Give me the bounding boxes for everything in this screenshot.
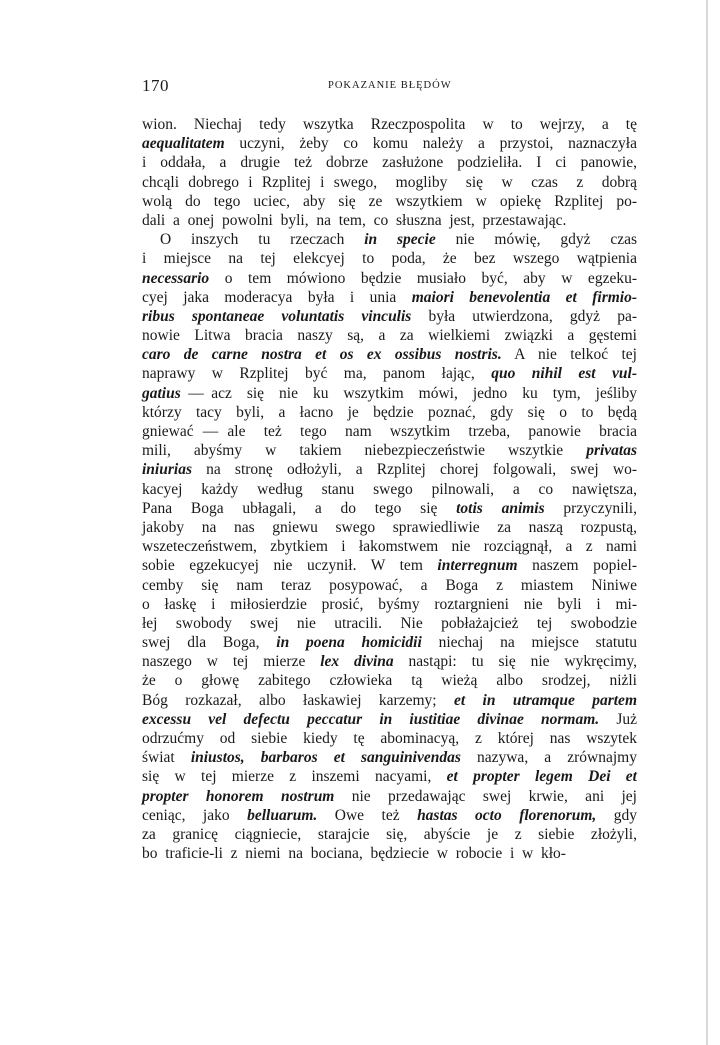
text-line	[142, 115, 637, 134]
text-segment: Pana Boga ubłagali, a do tego się	[142, 499, 457, 517]
text-line	[142, 153, 637, 172]
text-line	[142, 211, 637, 230]
latin-phrase: iniurias	[142, 461, 192, 479]
text-segment: wion. Niechaj tedy wszytka Rzeczpospolita w to wejrzy, a tę	[142, 116, 637, 133]
text-line	[142, 134, 637, 153]
text-segment: ceniąc, jako	[142, 806, 248, 824]
running-title: POKAZANIE BŁĘDÓW	[328, 80, 452, 91]
text-line	[142, 422, 637, 441]
text-line	[142, 499, 637, 518]
latin-phrase: et propter legem Dei et	[446, 768, 637, 786]
text-line	[142, 556, 637, 575]
text-segment: że o głowę zabitego człowieka tą wieżą albo srodzej, niżli	[142, 672, 637, 690]
text-segment: chcąli dobrego i Rzplitej i swego, mogliby się w czas z dobrą	[142, 173, 637, 191]
latin-phrase: aequalitatem	[142, 135, 225, 153]
text-segment: nazywa, a zrównajmy	[460, 749, 637, 767]
text-line	[142, 691, 637, 710]
text-segment: nowie Litwa bracia naszy są, a za wielkiemi związki a gęstemi	[142, 327, 637, 345]
text-line	[142, 595, 637, 614]
text-segment: mili, abyśmy w takiem niebezpieczeństwie wszytkie	[142, 442, 587, 460]
text-line	[142, 269, 637, 288]
text-line	[142, 787, 637, 806]
text-segment: naszem popiel-	[517, 557, 637, 575]
text-segment: swej dla Boga,	[142, 634, 277, 652]
text-segment: niechaj na miejsce statutu	[421, 634, 637, 652]
latin-phrase: lex divina	[320, 653, 394, 671]
text-line	[142, 345, 637, 364]
text-segment: się w tej mierze z inszemi nacyami,	[142, 768, 447, 786]
text-segment: wszeteczeństwem, zbytkiem i łakomstwem nie rozciągnął, a z nami	[142, 538, 637, 556]
text-segment: gniewać — ale też tego nam wszytkim trzeba, panowie bracia	[142, 423, 637, 440]
text-segment: naszego w tej mierze	[142, 653, 321, 671]
text-line	[142, 748, 637, 767]
text-line	[142, 384, 637, 403]
text-segment: bo traficie-li z niemi na bociana, będziecie w robocie i w kło-	[142, 845, 566, 863]
text-line	[142, 326, 637, 345]
text-line	[142, 480, 637, 499]
text-segment: odrzućmy od siebie kiedy tę abominacyą, z której nas wszytek	[142, 730, 637, 747]
text-segment: dali a onej powolni byli, na tem, co słuszna jest, przestawając.	[142, 211, 567, 229]
text-segment: i oddała, a drugie też dobrze zasłużone podzieliła. I ci panowie,	[142, 154, 637, 172]
latin-phrase: et in utramque partem	[453, 691, 637, 709]
body-text	[142, 115, 637, 863]
text-line	[142, 230, 637, 249]
text-line	[142, 537, 637, 556]
text-segment: świat	[142, 749, 191, 767]
latin-phrase: ribus spontaneae voluntatis vinculis	[142, 307, 412, 325]
text-segment: Bóg rozkazał, albo łaskawiej karzemy;	[142, 691, 454, 709]
text-line	[142, 576, 637, 595]
text-segment: O inszych tu rzeczach	[160, 231, 365, 249]
text-line	[142, 403, 637, 422]
text-segment: i miejsce na tej elekcyej to poda, że bez wszego wątpienia	[142, 250, 637, 268]
text-segment: uczyni, żeby co komu należy a przystoi, naznaczyła	[224, 135, 637, 153]
latin-phrase: in poena homicidii	[276, 634, 422, 652]
text-line	[142, 671, 637, 690]
text-line	[142, 710, 637, 729]
text-segment: o tem mówiono będzie musiało być, aby w egzeku-	[209, 269, 637, 287]
latin-phrase: iniustos, barbaros et sanguinivendas	[190, 749, 461, 767]
latin-phrase: totis animis	[456, 499, 545, 517]
latin-phrase: in specie	[364, 231, 436, 249]
text-line	[142, 806, 637, 825]
latin-phrase: gatius	[142, 384, 181, 402]
text-segment: o łaskę i miłosierdzie prosić, byśmy roztargnieni nie byli i mi-	[142, 595, 637, 613]
text-segment: cemby się nam teraz posypować, a Boga z miastem Niniwe	[142, 576, 637, 594]
text-segment: A nie telkoć tej	[501, 346, 637, 364]
latin-phrase: excessu vel defectu peccatur in iustitiae divinae normam.	[142, 710, 600, 728]
text-segment: gdy	[596, 806, 638, 824]
text-segment: naprawy w Rzplitej być ma, panom łając,	[142, 365, 492, 383]
text-line	[142, 825, 637, 844]
latin-phrase: quo nihil est vul-	[491, 365, 638, 383]
text-line	[142, 729, 637, 748]
latin-phrase: hastas octo florenorum,	[417, 806, 597, 824]
text-line	[142, 460, 637, 479]
latin-phrase: belluarum.	[247, 806, 318, 824]
text-line	[142, 614, 637, 633]
text-segment: Już	[599, 710, 637, 728]
text-segment: kacyej każdy według stanu swego pilnowali, a co nawiętsza,	[142, 480, 637, 498]
text-segment: łej swobody swej nie utracili. Nie pobłażajcież tej swobodzie	[142, 614, 637, 632]
text-segment: nie przedawając swej krwie, ani jej	[334, 787, 637, 805]
text-line	[142, 441, 637, 460]
text-segment: którzy tacy byli, a łacno je będzie poznać, gdy się o to będą	[142, 403, 637, 421]
text-line	[142, 633, 637, 652]
latin-phrase: maiori benevolentia et firmio-	[411, 288, 637, 306]
latin-phrase: necessario	[142, 269, 210, 287]
page-number: 170	[142, 76, 169, 95]
text-line	[142, 652, 637, 671]
page-edge-shadow	[706, 0, 708, 1045]
text-line	[142, 173, 637, 192]
text-segment: Owe też	[317, 806, 418, 824]
latin-phrase: interregnum	[437, 557, 518, 575]
text-line	[142, 192, 637, 211]
text-segment: sobie egzekucyej nie uczynił. W tem	[142, 557, 438, 575]
text-line	[142, 249, 637, 268]
text-segment: nie mówię, gdyż czas	[435, 231, 637, 249]
latin-phrase: propter honorem nostrum	[142, 787, 335, 805]
text-segment: jakoby na nas gniewu swego sprawiedliwie za naszą rozpustą,	[142, 518, 637, 536]
text-segment: była utwierdzona, gdyż pa-	[411, 307, 637, 325]
text-segment: za granicę ciągniecie, starajcie się, abyście je z siebie złożyli,	[142, 825, 637, 843]
text-line	[142, 364, 637, 383]
text-line	[142, 767, 637, 786]
text-segment: wolą do tego uciec, aby się ze wszytkiem w opiekę Rzplitej po-	[142, 192, 637, 210]
text-segment: na stronę odłożyli, a Rzplitej chorej folgowali, swej wo-	[191, 461, 637, 479]
text-segment: cyej jaka moderacya była i unia	[142, 288, 412, 306]
text-line	[142, 844, 637, 863]
text-line	[142, 518, 637, 537]
text-line	[142, 288, 637, 307]
text-segment: nastąpi: tu się nie wykręcimy,	[393, 653, 637, 671]
latin-phrase: caro de carne nostra et os ex ossibus nostris.	[142, 346, 502, 364]
text-segment: — acz się nie ku wszytkim mówi, jedno ku tym, jeśliby	[180, 384, 637, 402]
text-segment: przyczynili,	[544, 499, 637, 517]
text-line	[142, 307, 637, 326]
latin-phrase: privatas	[586, 442, 637, 460]
